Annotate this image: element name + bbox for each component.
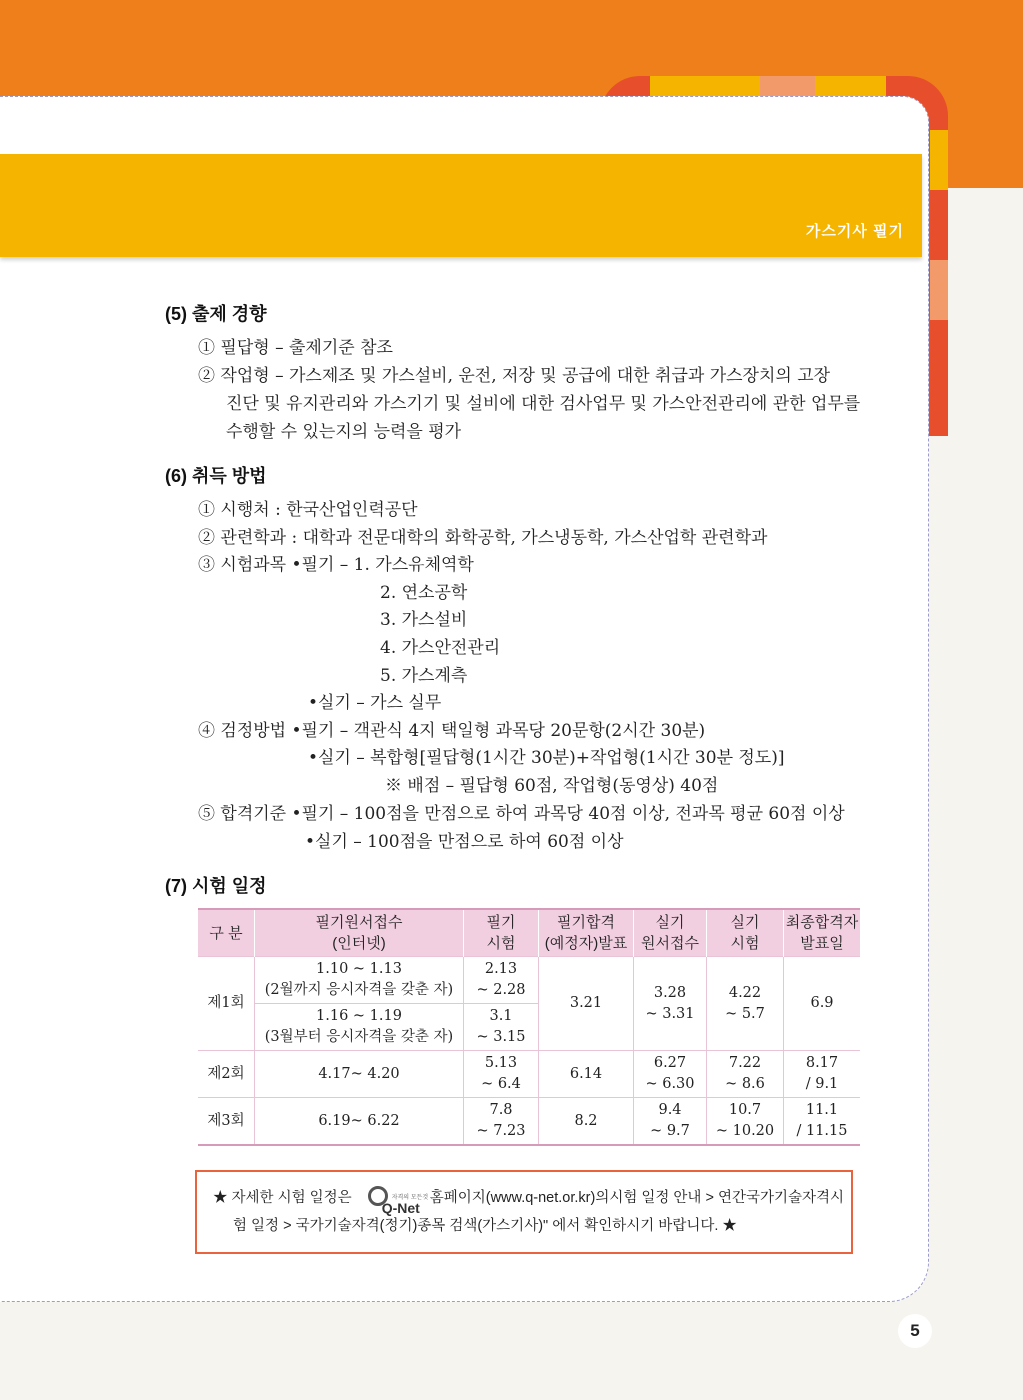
- section-heading: (7) 시험 일정: [165, 876, 267, 896]
- table-cell: 6.9: [784, 957, 861, 1051]
- table-cell: 10.7 ~ 10.20: [707, 1098, 784, 1146]
- note-line: [213, 1184, 845, 1217]
- table-cell: 7.8 ~ 7.23: [464, 1098, 539, 1146]
- table-row: [198, 957, 860, 1004]
- text-line: 진단 및 유지관리와 가스기기 및 설비에 대한 검사업무 및 가스안전관리에 관한 업무를: [226, 394, 861, 414]
- decor-stripe: [930, 260, 948, 320]
- table-cell: 1.16 ~ 1.19 (3월부터 응시자격을 갖춘 자): [255, 1004, 464, 1051]
- text-line: •실기 – 100점을 만점으로 하여 60점 이상: [305, 832, 624, 852]
- table-cell: 3.21: [539, 957, 634, 1051]
- qnet-tagline: 자격의 모든것: [391, 1195, 429, 1202]
- text-line: ② 관련학과 : 대학과 전문대학의 화학공학, 가스냉동학, 가스산업학 관련학과: [198, 528, 768, 548]
- text-line: ⑤ 합격기준 •필기 – 100점을 만점으로 하여 과목당 40점 이상, 전과목 평균 60점 이상: [198, 804, 845, 824]
- text-line: ※ 배점 – 필답형 60점, 작업형(동영상) 40점: [385, 776, 719, 796]
- section-heading: (6) 취득 방법: [165, 466, 267, 486]
- text-line: •실기 – 가스 실무: [308, 693, 442, 713]
- table-cell: 6.27 ~ 6.30: [634, 1051, 707, 1098]
- table-cell: 8.2: [539, 1098, 634, 1146]
- column-header: 필기원서접수 (인터넷): [255, 909, 464, 957]
- decor-stripe: [930, 130, 948, 190]
- table-cell: 8.17 / 9.1: [784, 1051, 861, 1098]
- table-row: [198, 1051, 860, 1098]
- table-cell: 3.28 ~ 3.31: [634, 957, 707, 1051]
- section-heading: (5) 출제 경향: [165, 304, 267, 324]
- text-line: 4. 가스안전관리: [380, 638, 501, 658]
- column-header: 필기 시험: [464, 909, 539, 957]
- text-line: 5. 가스계측: [380, 666, 468, 686]
- note-text: 홈페이지(www.q-net.or.kr)의시험 일정 안내 > 연간국가기술자격시: [429, 1190, 845, 1206]
- info-note-box: [195, 1170, 853, 1254]
- text-line: 2. 연소공학: [380, 583, 468, 603]
- column-header: 구 분: [198, 909, 255, 957]
- text-line: ① 필답형 – 출제기준 참조: [198, 338, 393, 358]
- table-cell: 9.4 ~ 9.7: [634, 1098, 707, 1146]
- table-cell: 4.22 ~ 5.7: [707, 957, 784, 1051]
- table-cell: 제1회: [198, 957, 255, 1051]
- column-header: 필기합격 (예정자)발표: [539, 909, 634, 957]
- table-cell: 6.14: [539, 1051, 634, 1098]
- table-cell: 2.13 ~ 2.28: [464, 957, 539, 1004]
- table-cell: 7.22 ~ 8.6: [707, 1051, 784, 1098]
- header-title: 가스기사 필기: [805, 223, 904, 240]
- table-cell: 1.10 ~ 1.13 (2월까지 응시자격을 갖춘 자): [255, 957, 464, 1004]
- table-cell: 3.1 ~ 3.15: [464, 1004, 539, 1051]
- qnet-wordmark: Q-Net: [381, 1200, 420, 1217]
- table-cell: 6.19~ 6.22: [255, 1098, 464, 1146]
- header-bar: [0, 154, 922, 257]
- text-line: ③ 시험과목 •필기 – 1. 가스유체역학: [198, 555, 474, 575]
- table-cell: 5.13 ~ 6.4: [464, 1051, 539, 1098]
- column-header: 실기 원서접수: [634, 909, 707, 957]
- exam-schedule-table: [198, 908, 860, 1146]
- text-line: •실기 – 복합형[필답형(1시간 30분)+작업형(1시간 30분 정도)]: [308, 748, 785, 768]
- text-line: ② 작업형 – 가스제조 및 가스설비, 운전, 저장 및 공급에 대한 취급과 가스장치의 고장: [198, 366, 831, 386]
- text-line: ④ 검정방법 •필기 – 객관식 4지 택일형 과목당 20문항(2시간 30분): [198, 721, 706, 741]
- table-cell: 11.1 / 11.15: [784, 1098, 861, 1146]
- table-cell: 제2회: [198, 1051, 255, 1098]
- column-header: 최종합격자 발표일: [784, 909, 861, 957]
- text-line: ① 시행처 : 한국산업인력공단: [198, 500, 418, 520]
- table-cell: 제3회: [198, 1098, 255, 1146]
- table-row: [198, 1098, 860, 1146]
- table-cell: 4.17~ 4.20: [255, 1051, 464, 1098]
- note-text: ★ 자세한 시험 일정은: [213, 1190, 352, 1206]
- page-number: 5: [898, 1314, 932, 1348]
- text-line: 3. 가스설비: [380, 610, 468, 630]
- note-line: 험 일정 > 국가기술자격(정기)종목 검색(가스기사)" 에서 확인하시기 바랍니다. ★: [233, 1218, 737, 1234]
- qnet-logo: [360, 1186, 429, 1217]
- text-line: 수행할 수 있는지의 능력을 평가: [226, 422, 462, 442]
- column-header: 실기 시험: [707, 909, 784, 957]
